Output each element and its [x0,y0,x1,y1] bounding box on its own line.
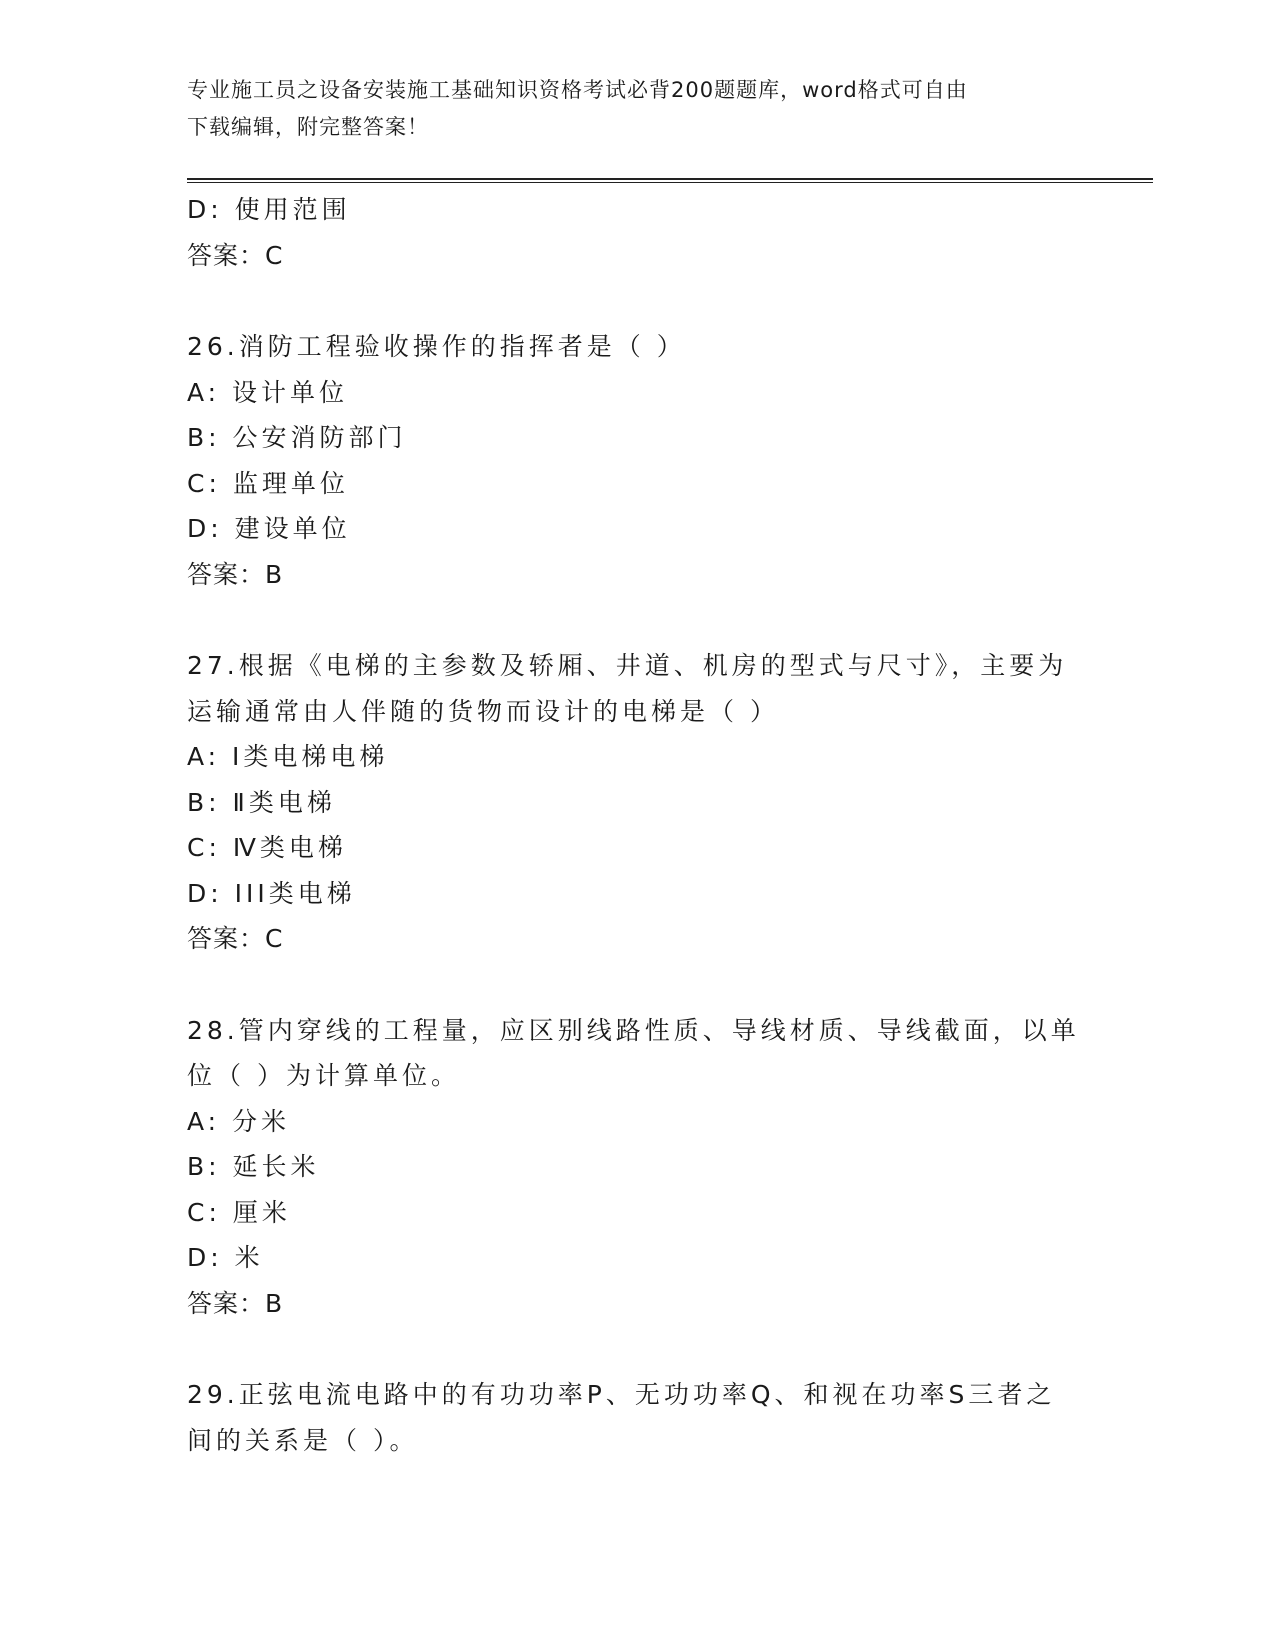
header-title-line1: 专业施工员之设备安装施工基础知识资格考试必背200题题库，word格式可自由 [187,78,968,102]
q26-option-a: A: 设计单位 [187,377,349,407]
q27-option-c: C: Ⅳ类电梯 [187,833,347,862]
q27-option-b: B: Ⅱ类电梯 [187,787,336,817]
q29-stem-line1: 29.正弦电流电路中的有功功率P、无功功率Q、和视在功率S三者之 [187,1380,1056,1409]
q26-option-c: C: 监理单位 [187,468,349,498]
q28-option-b: B: 延长米 [187,1152,320,1181]
header-title-line2: 下载编辑，附完整答案！ [187,115,429,139]
page-header [187,72,1067,146]
q28-option-d: D: 米 [187,1243,264,1272]
spacer [187,597,1087,643]
q27-stem-line2: 运输通常由人伴随的货物而设计的电梯是（ ） [187,696,779,726]
q27-option-d: D: III类电梯 [187,878,356,908]
q26-answer: 答案：B [187,559,284,589]
prev-answer: 答案：C [187,240,284,270]
q26-stem: 26.消防工程验收操作的指挥者是（ ） [187,332,686,361]
prev-option-d: D: 使用范围 [187,195,351,224]
q29-stem-line2: 间的关系是（ ）。 [187,1425,419,1455]
spacer [187,1326,1087,1372]
q27-option-a: A: Ⅰ类电梯电梯 [187,742,389,771]
q28-option-c: C: 厘米 [187,1197,291,1227]
header-divider [187,178,1153,183]
spacer [187,962,1087,1008]
q28-stem-line1: 28.管内穿线的工程量，应区别线路性质、导线材质、导线截面，以单 [187,1015,1080,1045]
q27-stem-line1: 27.根据《电梯的主参数及轿厢、井道、机房的型式与尺寸》，主要为 [187,651,1068,680]
spacer [187,278,1087,324]
q28-stem-line2: 位（ ）为计算单位。 [187,1061,460,1090]
q26-option-b: B: 公安消防部门 [187,423,407,452]
q27-answer: 答案：C [187,924,284,953]
q26-option-d: D: 建设单位 [187,514,351,543]
question-list [187,187,1087,1463]
q28-option-a: A: 分米 [187,1106,291,1136]
q28-answer: 答案：B [187,1288,284,1318]
